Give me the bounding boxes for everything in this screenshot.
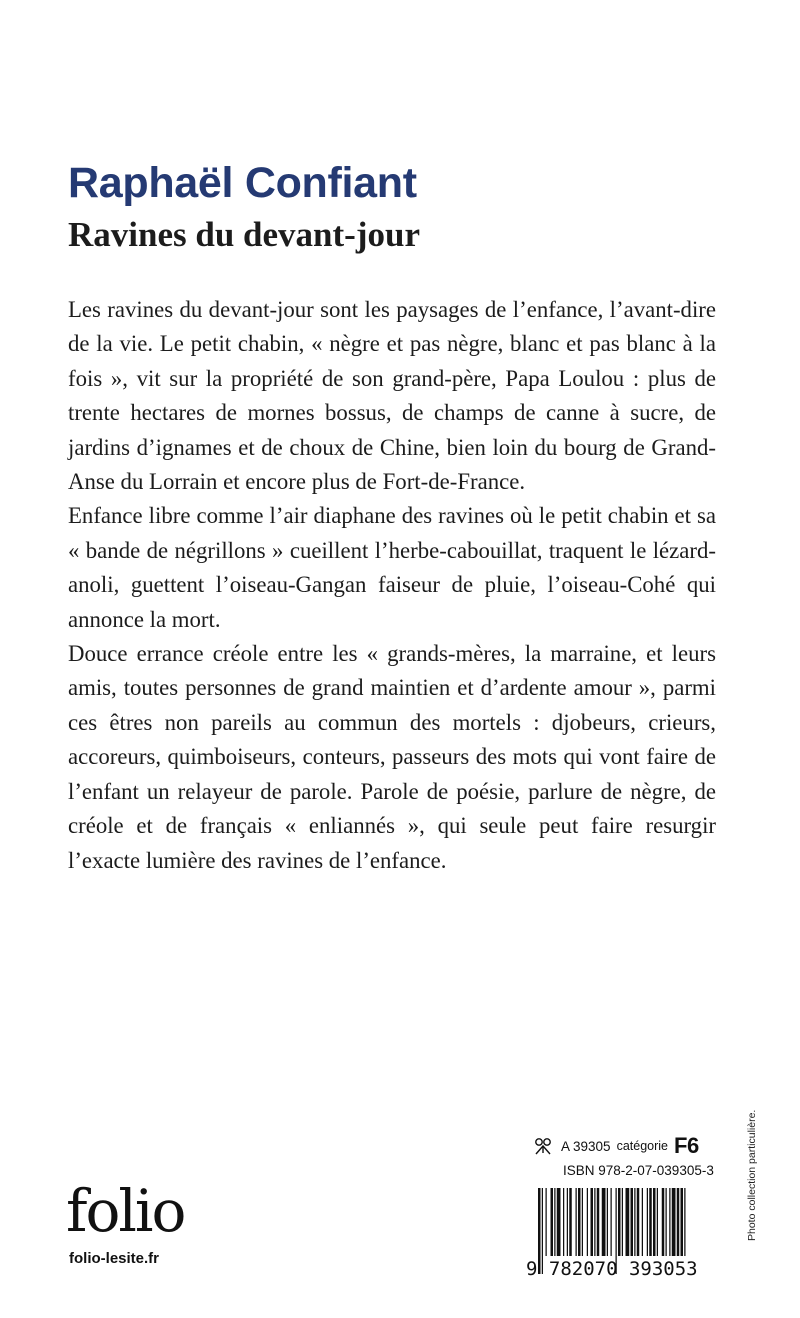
catalog-code-line xyxy=(533,1133,699,1158)
barcode-bar xyxy=(662,1188,665,1256)
barcode-bar xyxy=(569,1188,572,1256)
photo-credit: Photo collection particulière. xyxy=(746,1110,758,1242)
barcode-digits: 9 782070 393053 xyxy=(526,1258,698,1280)
barcode-bar xyxy=(546,1188,547,1256)
barcode-bar xyxy=(611,1188,612,1256)
barcode-bar xyxy=(642,1188,643,1256)
barcode-bar xyxy=(649,1188,652,1256)
isbn: ISBN 978-2-07-039305-3 xyxy=(563,1163,714,1178)
barcode-bar xyxy=(618,1188,621,1256)
barcode-bar xyxy=(631,1188,634,1256)
author-name: Raphaël Confiant xyxy=(68,159,417,207)
barcode-bar xyxy=(634,1188,635,1256)
publisher-website: folio-lesite.fr xyxy=(69,1250,160,1267)
category-value: F6 xyxy=(674,1133,699,1158)
blurb-paragraph: Enfance libre comme l’air diaphane des ravines où le petit chabin et sa « bande de négrillons » cueillent l’herbe-cabouillat, traquent le lézard-anoli, guettent l’oiseau-Gangan faiseur de pluie, l’oiseau-Cohé qui annonce la mort. xyxy=(68,503,716,632)
barcode-bar xyxy=(681,1188,684,1256)
barcode-bar xyxy=(607,1188,608,1256)
category-label: catégorie xyxy=(616,1139,668,1153)
barcode-bar xyxy=(653,1188,656,1256)
barcode-bar xyxy=(594,1188,595,1256)
barcode-bar xyxy=(587,1188,588,1256)
publisher-mark-icon xyxy=(533,1137,553,1155)
barcode-bar xyxy=(591,1188,594,1256)
barcode-bar xyxy=(554,1188,555,1256)
barcode-bar xyxy=(567,1188,568,1256)
barcode-bar xyxy=(647,1188,648,1256)
blurb-paragraph: Douce errance créole entre les « grands-mères, la marraine, et leurs amis, toutes personnes de grand maintien et d’ardente amour », parmi ces êtres non pareils au commun des mortels : djobeurs, crieurs, accoreurs, quimboiseurs, conteurs, passeurs des mots qui vont faire de l’enfant un relayeur de parole. Parole de poésie, parlure de nègre, de créole et de français « enliannés », qui seule peut faire resurgir l’exacte lumière des ravines de l’enfance. xyxy=(68,641,716,873)
barcode-bar xyxy=(669,1188,670,1256)
barcode-bar xyxy=(578,1188,581,1256)
barcode-bar xyxy=(563,1188,564,1256)
blurb-paragraph: Les ravines du devant-jour sont les paysages de l’enfance, l’avant-dire de la vie. Le petit chabin, « nègre et pas nègre, blanc et pas blanc à la fois », vit sur la propriété de son grand-père, Papa Loulou : plus de trente hectares de mornes bossus, de champs de canne à sucre, de jardins d’ignames et de choux de Chine, bien loin du bourg de Grand-Anse du Lorrain et encore plus de Fort-de-France. xyxy=(68,297,716,495)
barcode-bar xyxy=(637,1188,640,1256)
barcode-bar xyxy=(602,1188,606,1256)
barcode-bar xyxy=(672,1188,676,1256)
barcode-bar xyxy=(677,1188,680,1256)
barcode-bar xyxy=(626,1188,630,1256)
barcode-bar xyxy=(622,1188,623,1256)
barcode-bar xyxy=(684,1188,685,1256)
folio-logo: folio xyxy=(66,1177,185,1245)
book-title: Ravines du devant-jour xyxy=(68,215,420,254)
barcode-bar xyxy=(657,1188,658,1256)
barcode-bar xyxy=(582,1188,583,1256)
barcode-bar xyxy=(576,1188,577,1256)
barcode-bar xyxy=(557,1188,561,1256)
barcode-bar xyxy=(551,1188,554,1256)
barcode-bar xyxy=(597,1188,600,1256)
catalog-reference: A 39305 xyxy=(561,1138,611,1154)
back-cover-blurb xyxy=(68,293,716,878)
barcode-bar xyxy=(666,1188,667,1256)
